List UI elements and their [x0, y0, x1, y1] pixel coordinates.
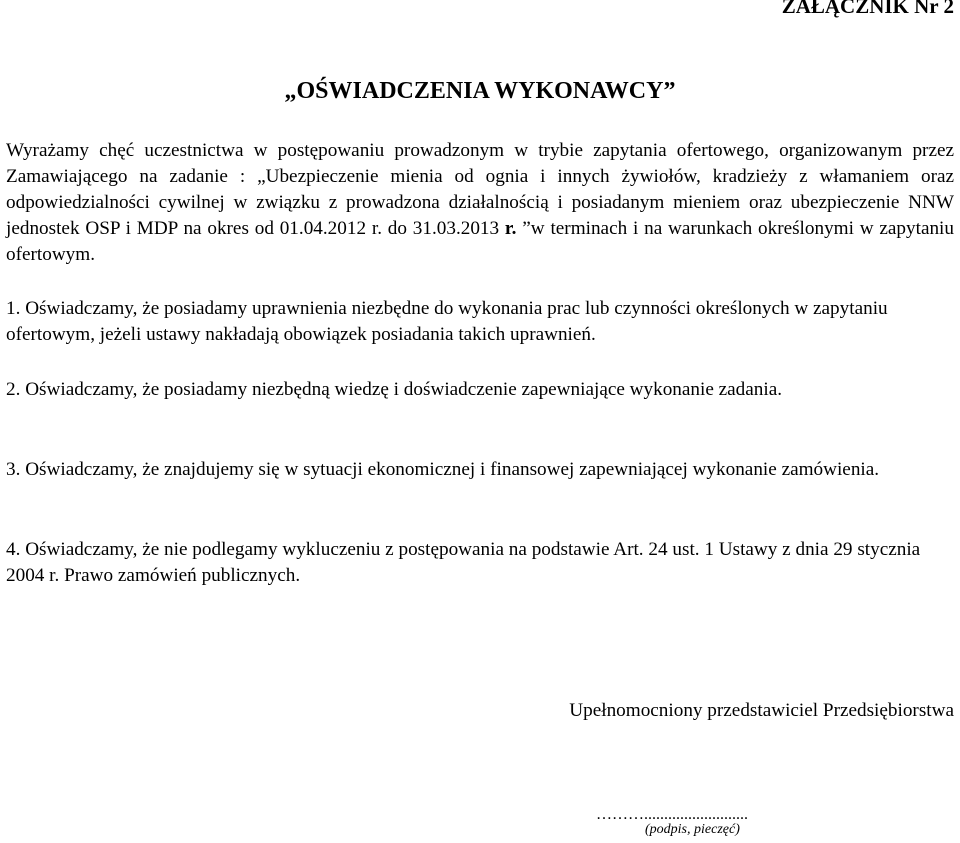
signatory-label: Upełnomocniony przedstawiciel Przedsiębiorstwa	[569, 700, 954, 721]
statement-1: 1. Oświadczamy, że posiadamy uprawnienia niezbędne do wykonania prac lub czynności określonych w zapytaniu ofertowym, jeżeli ustawy nakładają obowiązek posiadania takich uprawnień.	[6, 298, 888, 345]
intro-text: Wyrażamy chęć uczestnictwa w postępowaniu prowadzonym w trybie zapytania ofertowego, organizowanym przez Zamawiającego na zadanie : „Ubezpieczenie mienia od ognia i innych żywiołów, kradzieży z włamaniem oraz odpowiedzialności cywilnej w związku z prowadzona działalnością i posiadanym mieniem oraz ubezpieczenie NNW jednostek OSP i MDP na okres od 01.04.2012 r. do 31.03.2013	[6, 140, 954, 239]
document-title: „OŚWIADCZENIA WYKONAWCY”	[284, 78, 676, 104]
signature-line: ………..........................	[596, 806, 748, 823]
intro-bold-text: r.	[499, 218, 517, 239]
attachment-label: ZAŁĄCZNIK Nr 2	[781, 0, 954, 18]
intro-paragraph	[6, 138, 954, 268]
signature-caption: (podpis, pieczęć)	[645, 822, 740, 837]
statement-2: 2. Oświadczamy, że posiadamy niezbędną wiedzę i doświadczenie zapewniające wykonanie zadania.	[6, 379, 783, 400]
statement-4: 4. Oświadczamy, że nie podlegamy wykluczeniu z postępowania na podstawie Art. 24 ust. 1 Ustawy z dnia 29 stycznia 2004 r. Prawo zamówień publicznych.	[6, 539, 921, 586]
statement-3: 3. Oświadczamy, że znajdujemy się w sytuacji ekonomicznej i finansowej zapewniającej wykonanie zamówienia.	[6, 459, 880, 480]
intro-text-end: ”w terminach i na warunkach określonymi w zapytaniu ofertowym.	[6, 218, 954, 265]
